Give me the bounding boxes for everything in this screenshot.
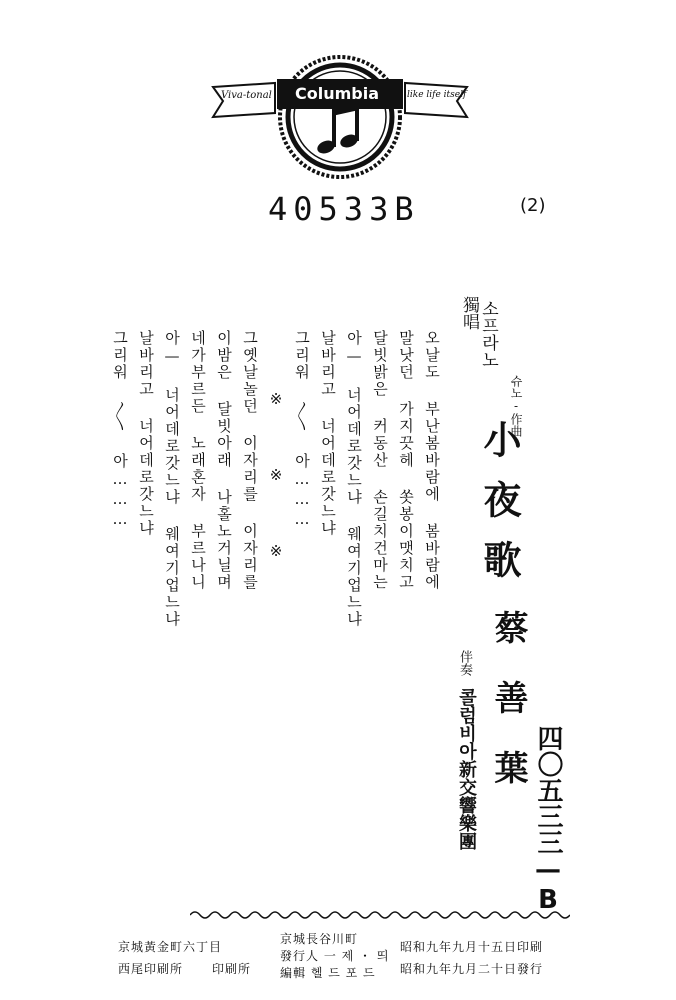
lyric-line: 아— 너어데로갓느냐 웨여기업느냐 [345, 330, 363, 628]
performance-type: 獨唱 [459, 296, 479, 330]
publishing-date: 昭和九年九月二十日發行 [400, 962, 544, 976]
logo-graphic [205, 35, 475, 180]
lyric-line: 날바리고 너어데로갓느냐 [319, 330, 337, 537]
publisher-role: 發行人 一 제 ・ 띄 [280, 949, 390, 963]
brand-name: Columbia [295, 84, 380, 103]
editor-role: 編輯 헬 드 포 드 [280, 966, 376, 980]
printing-date: 昭和九年九月十五日印刷 [400, 940, 544, 954]
lyric-line: 아— 너어데로갓느냐 웨여기업느냐 [163, 330, 181, 628]
lyric-line: 그옛날놀던 이자리를 이자리를 [241, 330, 259, 591]
song-title: 小夜歌 [477, 420, 522, 600]
lyric-line: 이밤은 달빗아래 나홀노거닐며 [215, 330, 233, 591]
catalog-number: 40533B [268, 190, 420, 228]
side-number: (2) [520, 195, 546, 216]
lyric-line: 말낫던 가지끗헤 쏫봉이맷치고 [397, 330, 415, 591]
slogan-left: Viva-tonal [221, 90, 272, 101]
printer-address: 京城黃金町六丁目 [118, 940, 223, 954]
lyric-line: 달빗밝은 커동산 손길치건마는 [371, 330, 389, 591]
lyric-line: 그리워 〱 아……… [293, 330, 311, 530]
voice-type: 소프라노 [478, 300, 498, 368]
lyric-line: 날바리고 너어데로갓느냐 [137, 330, 155, 537]
singer-name: 蔡善葉 [488, 610, 528, 820]
wavy-divider [190, 908, 570, 922]
catalog-number-vertical: 四〇五三三—B [533, 725, 563, 915]
lyric-line: 네가부르든 노래혼자 부르나니 [189, 330, 207, 591]
orchestra-name: 콜럼비아新交響樂團 [456, 688, 477, 850]
accompaniment-label: 伴奏 [457, 650, 472, 676]
slogan-right: like life itself [407, 90, 467, 100]
printer-name: 西尾印刷所 [118, 962, 184, 976]
section-divider: ※ ※ ※ [267, 390, 285, 580]
lyric-line: 그리워 〱 아……… [111, 330, 129, 530]
publisher-address: 京城長谷川町 [280, 932, 359, 946]
composer: 슈노-作曲 [509, 375, 523, 437]
lyric-line: 오날도 부난봄바람에 봄바람에 [423, 330, 441, 591]
printer-role: 印刷所 [212, 962, 252, 976]
columbia-logo [205, 35, 475, 180]
